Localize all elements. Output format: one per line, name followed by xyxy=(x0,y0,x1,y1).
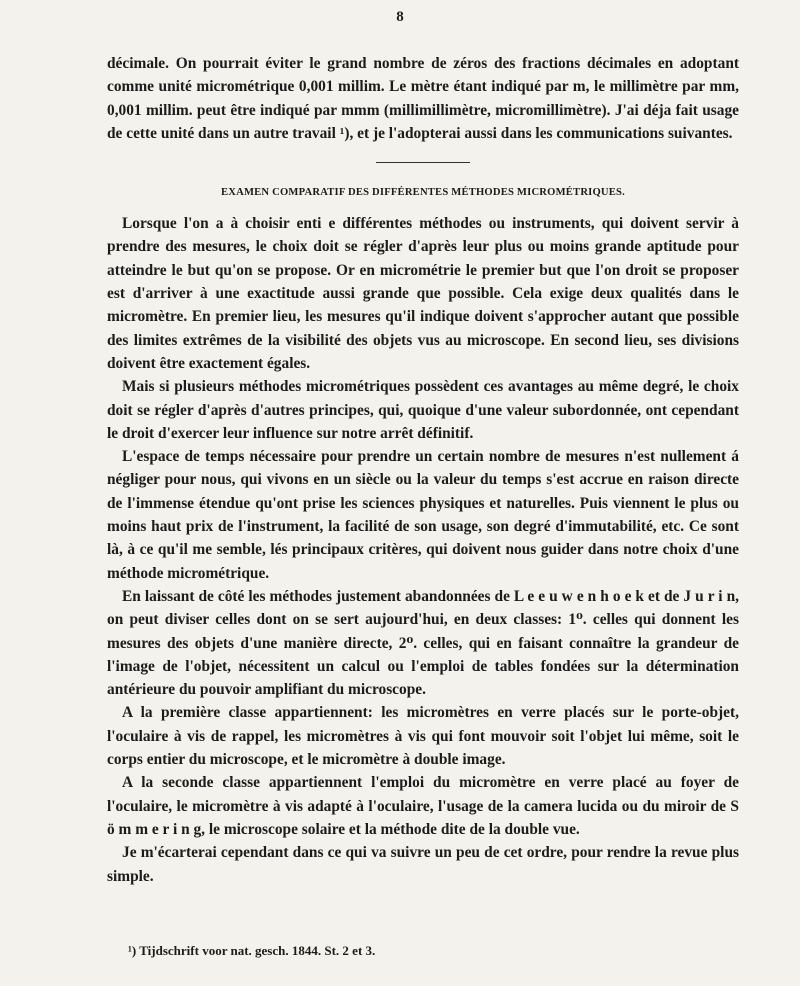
paragraph-5: A la première classe appartiennent: les micromètres en verre placés sur le porte-objet, l'oculaire à vis de rappel, les micromètres à vis qui font mouvoir soit l'objet lui même, soit le corps entier du microscope, et le micromètre à double image. xyxy=(107,704,739,769)
paragraph-6: A la seconde classe appartiennent l'emploi du micromètre en verre placé au foyer de l'oculaire, le micromètre à vis adapté à l'oculaire, l'usage de la camera lucida ou du miroir de S ö m m e r i n g, le microscope solaire et la méthode dite de la double vue. xyxy=(107,774,739,838)
page-body xyxy=(107,52,739,888)
page-number: 8 xyxy=(396,9,404,25)
paragraph-3: L'espace de temps nécessaire pour prendre un certain nombre de mesures n'est nullement á négliger pour nous, qui vivons en un siècle ou la valeur du temps s'est accrue en raison directe de l'immense étendue qu'ont prise les sciences physiques et naturelles. Puis viennent le plus ou moins haut prix de l'instrument, la facilité de son usage, son degré d'immutabilité, etc. Ce sont là, à ce qu'il me semble, lés principaux critères, qui doivent nous guider dans notre choix d'une méthode micrométrique. xyxy=(107,448,739,582)
footnote: ¹) Tijdschrift voor nat. gesch. 1844. St. 2 et 3. xyxy=(128,943,376,958)
paragraph-2: Mais si plusieurs méthodes micrométriques possèdent ces avantages au même degré, le choix doit se régler d'après d'autres principes, qui, quoique d'une valeur subordonnée, ont cependant le droit d'exercer leur influence sur notre arrêt définitif. xyxy=(107,378,739,442)
section-divider xyxy=(376,162,470,163)
section-heading: EXAMEN COMPARATIF DES DIFFÉRENTES MÉTHODES MICROMÉTRIQUES. xyxy=(221,187,625,199)
paragraph-1: Lorsque l'on a à choisir enti e différentes méthodes ou instruments, qui doivent servir à prendre des mesures, le choix doit se régler d'après leur plus ou moins grande aptitude pour atteindre le but qu'on se propose. Or en micrométrie le premier but que l'on droit se proposer est d'arriver à une exactitude aussi grande que possible. Cela exige deux qualités dans le micromètre. En premier lieu, les mesures qu'il indique doivent s'approcher autant que possible des limites extrêmes de la visibilité des objets vus au microscope. En second lieu, ses divisions doivent être exactement égales. xyxy=(107,215,739,372)
intro-paragraph: décimale. On pourrait éviter le grand nombre de zéros des fractions décimales en adoptant comme unité micrométrique 0,001 millim. Le mètre étant indiqué par m, le millimètre par mm, 0,001 millim. peut être indiqué par mmm (millimillimètre, micromillimètre). J'ai déja fait usage de cette unité dans un autre travail ¹), et je l'adopterai aussi dans les communications suivantes. xyxy=(107,55,739,142)
paragraph-4: En laissant de côté les méthodes justement abandonnées de L e e u w e n h o e k et de J u r i n, on peut diviser celles dont on se sert aujourd'hui, en deux classes: 1⁰. celles qui donnent les mesures des objets d'une manière directe, 2⁰. celles, qui en faisant connaître la grandeur de l'image de l'objet, nécessitent un calcul ou l'emploi de tables fondées sur la détermination antérieure du pouvoir amplifiant du microscope. xyxy=(107,587,739,699)
paragraph-7: Je m'écarterai cependant dans ce qui va suivre un peu de cet ordre, pour rendre la revue plus simple. xyxy=(107,844,739,885)
